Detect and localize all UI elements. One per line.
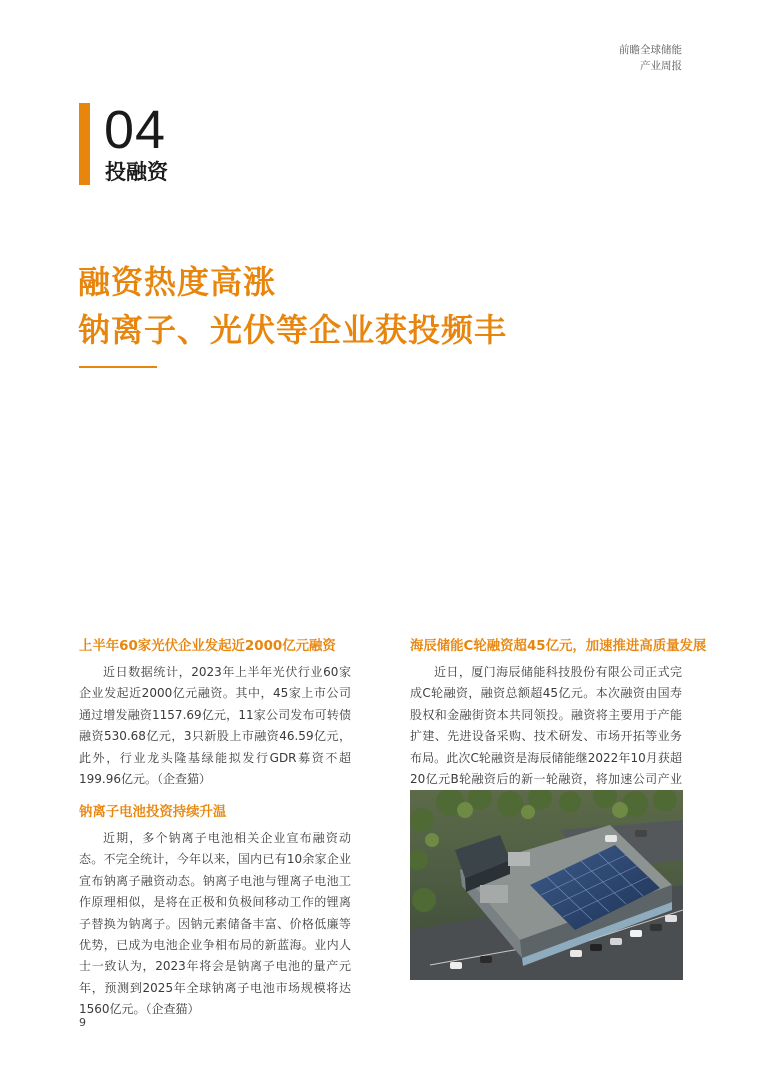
headline-line-1: 融资热度高涨 <box>78 263 277 301</box>
article-sodium-battery <box>79 804 351 1021</box>
headline-divider <box>79 366 157 368</box>
section-name: 投融资 <box>105 160 168 184</box>
article-hithium-financing <box>410 638 707 812</box>
page-number: 9 <box>79 1016 86 1029</box>
section-number: 04 <box>104 100 167 160</box>
solar-rooftop-illustration <box>410 790 683 980</box>
article-title: 钠离子电池投资持续升温 <box>79 805 227 820</box>
report-name: 前瞻全球储能 <box>619 44 682 56</box>
solar-rooftop-aerial-photo <box>410 790 683 980</box>
article-body: 近日，厦门海辰储能科技股份有限公司正式完成C轮融资，融资总额超45亿元。本次融资由国寿股权和金融街资本共同领投。融资将主要用于产能扩建、先进设备采购、技术研发、市场开拓等业务布局。此次C轮融资是海辰储能继2022年10月获超20亿元B轮融资后的新一轮融资，将加速公司产业 <box>410 665 682 787</box>
article-body: 近日数据统计，2023年上半年光伏行业60家企业发起近2000亿元融资。其中，45家上市公司通过增发融资1157.69亿元，11家公司发布可转债融资530.68亿元，3只新股上市融资46.59亿元，此外，行业龙头隆基绿能拟发行GDR募资不超199.96亿元。（企查猫） <box>79 665 351 787</box>
section-accent-bar <box>79 103 90 185</box>
report-header <box>619 42 682 74</box>
article-title: 海辰储能C轮融资超45亿元，加速推进高质量发展 <box>410 639 707 654</box>
headline-line-2: 钠离子、光伏等企业获投频丰 <box>78 311 508 349</box>
article-pv-financing <box>79 638 351 790</box>
article-title: 上半年60家光伏企业发起近2000亿元融资 <box>79 639 336 654</box>
article-body: 近期，多个钠离子电池相关企业宣布融资动态。不完全统计，今年以来，国内已有10余家企业宣布钠离子融资动态。钠离子电池与锂离子电池工作原理相似，是将在正极和负极间移动工作的锂离子替换为钠离子。因钠元素储备丰富、价格低廉等优势，已成为电池企业争相布局的新蓝海。业内人士一致认为，2023年将会是钠离子电池的量产元年，预测到2025年全球钠离子电池市场规模将达1560亿元。（企查猫） <box>79 831 351 1017</box>
report-type: 产业周报 <box>640 60 682 72</box>
page-headline <box>78 258 507 354</box>
